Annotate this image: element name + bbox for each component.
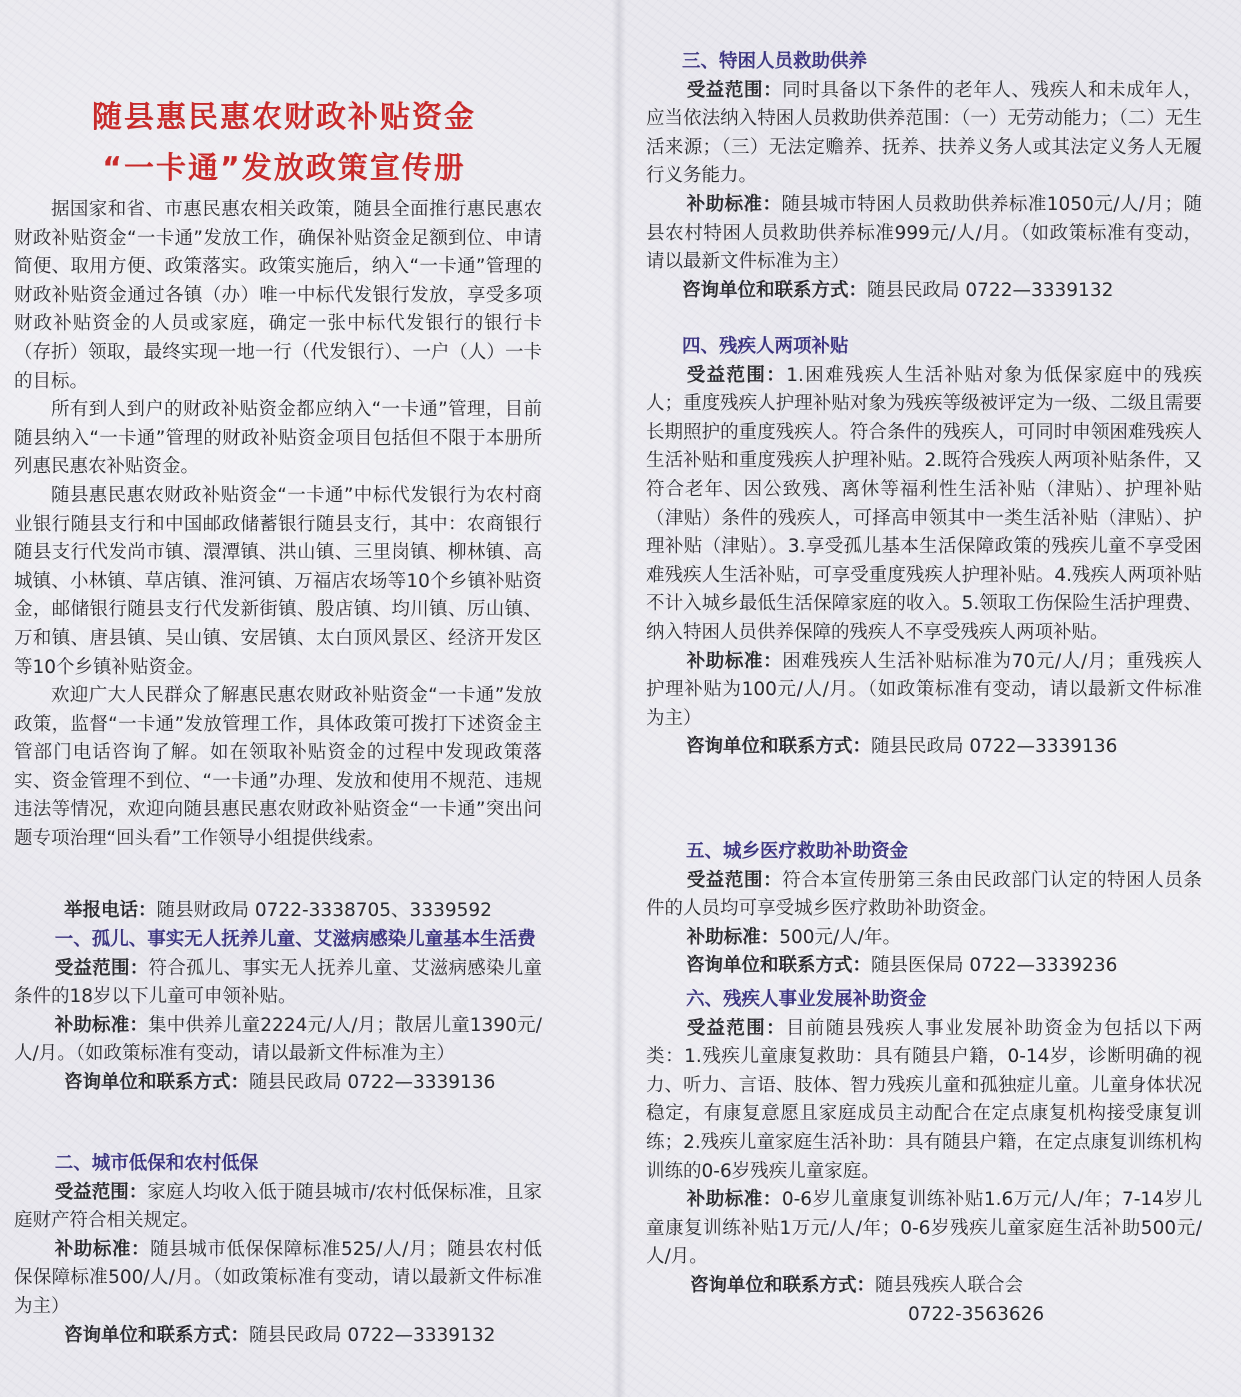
section-6-scope-label: 受益范围：	[686, 1017, 787, 1039]
section-5-heading: 五、城乡医疗救助补助资金	[686, 841, 909, 862]
intro-block	[14, 196, 542, 854]
section-6-contact-label: 咨询单位和联系方式：	[690, 1274, 876, 1296]
section-2-standard-label: 补助标准：	[54, 1238, 151, 1260]
intro-paragraph-1: 据国家和省、市惠民惠农相关政策，随县全面推行惠民惠农财政补贴资金“一卡通”发放工作，确保补贴资金足额到位、申请简便、取用方便、政策落实。政策实施后，纳入“一卡通”管理的财政补贴资金通过各镇（办）唯一中标代发银行发放，享受多项财政补贴资金的人员或家庭，确定一张中标代发银行的银行卡（存折）领取，最终实现一地一行（代发银行）、一户（人）一卡的目标。	[14, 199, 542, 392]
section-3-heading: 三、特困人员救助供养	[682, 51, 868, 72]
section-2-standard: 随县城市低保保障标准525/人/月；随县农村低保保障标准500/人/月。（如政策标准有变动，请以最新文件标准为主）	[14, 1238, 542, 1317]
section-4-contact: 随县民政局 0722—3339136	[871, 736, 1118, 758]
section-3-scope: 同时具备以下条件的老年人、残疾人和未成年人，应当依法纳入特困人员救助供养范围：（一）无劳动能力；（二）无生活来源；（三）无法定赡养、抚养、扶养义务人或其法定义务人无履行义务能力。	[646, 79, 1202, 187]
section-5	[646, 838, 1202, 981]
section-6-standard: 0-6岁儿童康复训练补贴1.6万元/人/年；7-14岁儿童康复训练补贴1万元/人/年；0-6岁残疾儿童家庭生活补助500元/人/月。	[646, 1189, 1202, 1268]
section-1-scope: 符合孤儿、事实无人抚养儿童、艾滋病感染儿童条件的18岁以下儿童可申领补贴。	[14, 957, 542, 1008]
page-fold	[612, 0, 626, 1397]
intro-paragraph-4: 欢迎广大人民群众了解惠民惠农财政补贴资金“一卡通”发放政策，监督“一卡通”发放管理工作，具体政策可拨打下述资金主管部门电话咨询了解。如在领取补贴资金的过程中发现政策落实、资金管理不到位、“一卡通”办理、发放和使用不规范、违规违法等情况，欢迎向随县惠民惠农财政补贴资金“一卡通”突出问题专项治理“回头看”工作领导小组提供线索。	[14, 685, 542, 850]
section-6-standard-label: 补助标准：	[686, 1189, 782, 1211]
section-1-contact: 随县民政局 0722—3339136	[249, 1071, 496, 1093]
title-line-1: 随县惠民惠农财政补贴资金	[92, 100, 476, 135]
section-5-contact: 随县医保局 0722—3339236	[871, 955, 1118, 977]
section-5-contact-label: 咨询单位和联系方式：	[686, 955, 872, 977]
section-1-contact-label: 咨询单位和联系方式：	[64, 1071, 250, 1093]
section-4-standard: 困难残疾人生活补贴标准为70元/人/月；重残疾人护理补贴为100元/人/月。（如政策标准有变动，请以最新文件标准为主）	[646, 650, 1202, 729]
section-4-heading: 四、残疾人两项补贴	[682, 336, 849, 357]
section-2-contact: 随县民政局 0722—3339132	[249, 1324, 496, 1346]
report-label: 举报电话：	[64, 900, 157, 921]
intro-paragraph-2: 所有到人到户的财政补贴资金都应纳入“一卡通”管理，目前随县纳入“一卡通”管理的财政补贴资金项目包括但不限于本册所列惠民惠农补贴资金。	[14, 399, 542, 478]
section-5-standard: 500元/人/年。	[779, 926, 901, 948]
section-3-scope-label: 受益范围：	[686, 79, 783, 101]
section-1-standard-label: 补助标准：	[54, 1014, 149, 1036]
section-2-scope: 家庭人均收入低于随县城市/农村低保标准，且家庭财产符合相关规定。	[14, 1181, 542, 1232]
section-3-standard: 随县城市特困人员救助供养标准1050元/人/月；随县农村特困人员救助供养标准999元/人/月。（如政策标准有变动，请以最新文件标准为主）	[646, 193, 1202, 273]
intro-paragraph-3: 随县惠民惠农财政补贴资金“一卡通”中标代发银行为农村商业银行随县支行和中国邮政储蓄银行随县支行，其中：农商银行随县支行代发尚市镇、澴潭镇、洪山镇、三里岗镇、柳林镇、高城镇、小林镇、草店镇、淮河镇、万福店农场等10个乡镇补贴资金，邮储银行随县支行代发新街镇、殷店镇、均川镇、厉山镇、万和镇、唐县镇、吴山镇、安居镇、太白顶风景区、经济开发区等10个乡镇补贴资金。	[14, 484, 542, 678]
section-3-contact: 随县民政局 0722—3339132	[867, 279, 1114, 301]
section-2-scope-label: 受益范围：	[54, 1181, 148, 1203]
section-4-scope: 1.困难残疾人生活补贴对象为低保家庭中的残疾人；重度残疾人护理补贴对象为残疾等级被评定为一级、二级且需要长期照护的重度残疾人。符合条件的残疾人，可同时申领困难残疾人生活补贴和重度残疾人护理补贴。2.既符合残疾人两项补贴条件，又符合老年、因公致残、离休等福利性生活补贴（津贴）、护理补贴（津贴）条件的残疾人，可择高申领其中一类生活补贴（津贴）、护理补贴（津贴）。3.享受孤儿基本生活保障政策的残疾儿童不享受困难残疾人生活补贴，可享受重度残疾人护理补贴。4.残疾人两项补贴不计入城乡最低生活保障家庭的收入。5.领取工伤保险生活护理费、纳入特困人员供养保障的残疾人不享受残疾人两项补贴。	[646, 364, 1202, 643]
section-1-heading: 一、孤儿、事实无人抚养儿童、艾滋病感染儿童基本生活费	[54, 929, 536, 950]
report-value: 随县财政局 0722-3338705、3339592	[156, 900, 492, 921]
section-6-heading: 六、残疾人事业发展补助资金	[686, 989, 927, 1010]
section-1-standard: 集中供养儿童2224元/人/月；散居儿童1390元/人/月。（如政策标准有变动，请以最新文件标准为主）	[14, 1014, 542, 1065]
section-4-contact-label: 咨询单位和联系方式：	[686, 736, 872, 758]
section-6-contact: 随县残疾人联合会	[875, 1274, 1024, 1296]
section-4	[646, 333, 1202, 762]
section-5-standard-label: 补助标准：	[686, 926, 780, 948]
section-2	[14, 1150, 542, 1350]
section-4-standard-label: 补助标准：	[686, 650, 783, 672]
section-2-contact-label: 咨询单位和联系方式：	[64, 1324, 250, 1346]
section-1	[14, 926, 542, 1098]
section-3-contact-label: 咨询单位和联系方式：	[682, 279, 868, 301]
section-6	[646, 986, 1202, 1329]
section-3	[646, 48, 1202, 305]
section-6-phone: 0722-3563626	[908, 1303, 1045, 1325]
title-line-2: “一卡通”发放政策宣传册	[102, 151, 466, 186]
section-5-scope-label: 受益范围：	[686, 869, 783, 891]
section-1-scope-label: 受益范围：	[54, 957, 149, 979]
section-3-standard-label: 补助标准：	[686, 193, 782, 215]
section-2-heading: 二、城市低保和农村低保	[54, 1153, 259, 1174]
section-6-scope: 目前随县残疾人事业发展补助资金为包括以下两类：1.残疾儿童康复救助：具有随县户籍，0-14岁，诊断明确的视力、听力、言语、肢体、智力残疾儿童和孤独症儿童。儿童身体状况稳定，有康复意愿且家庭成员主动配合在定点康复机构接受康复训练；2.残疾儿童家庭生活补助：具有随县户籍，在定点康复训练机构训练的0-6岁残疾儿童家庭。	[646, 1017, 1202, 1182]
section-4-scope-label: 受益范围：	[686, 364, 787, 386]
section-5-scope: 符合本宣传册第三条由民政部门认定的特困人员条件的人员均可享受城乡医疗救助补助资金。	[646, 869, 1202, 920]
report-line	[14, 897, 542, 926]
